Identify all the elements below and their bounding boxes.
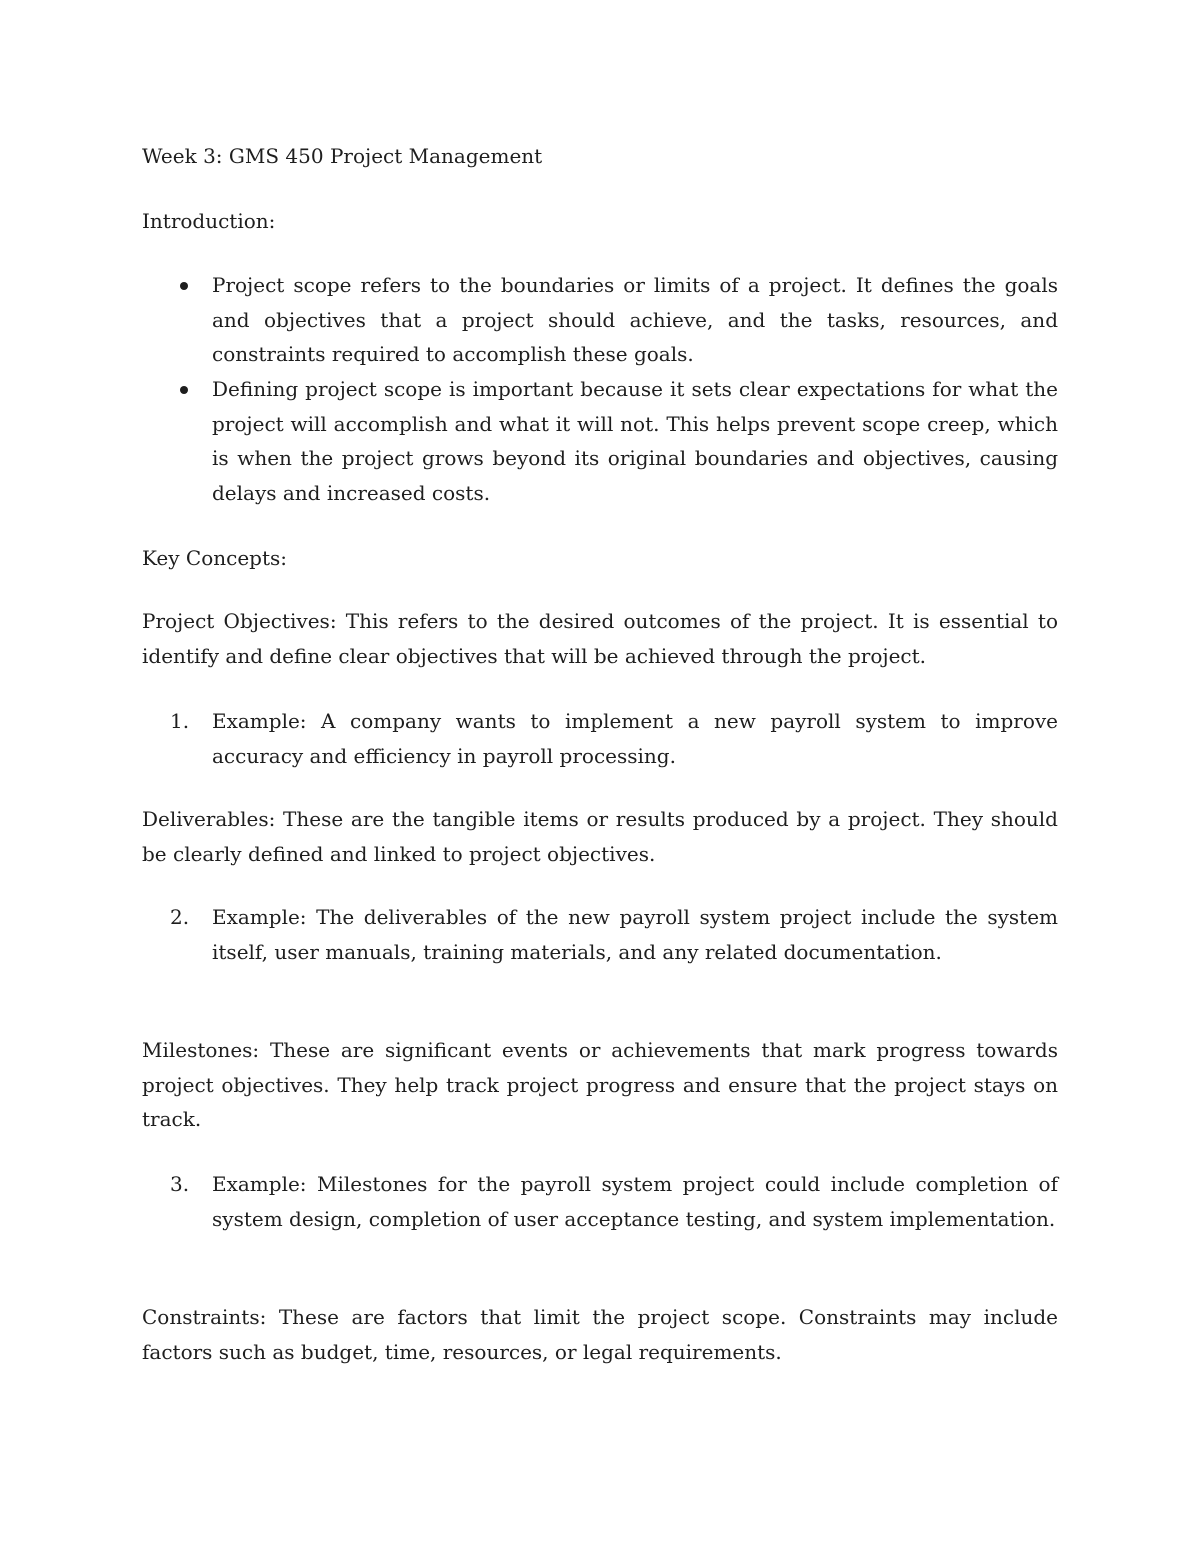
deliverables-paragraph: Deliverables: These are the tangible items or results produced by a project. They should be clearly defined and linked to project objectives. bbox=[142, 807, 1058, 866]
introduction-bullet-1: Project scope refers to the boundaries or limits of a project. It defines the goals and objectives that a project should achieve, and the tasks, resources, and constraints required to accomplish these goals. bbox=[212, 273, 1058, 366]
introduction-heading: Introduction: bbox=[142, 209, 276, 233]
list-number-2: 2. bbox=[170, 905, 190, 929]
deliverables-example: Example: The deliverables of the new payroll system project include the system itself, user manuals, training materials, and any related documentation. bbox=[212, 905, 1058, 964]
objectives-paragraph: Project Objectives: This refers to the desired outcomes of the project. It is essential to identify and define clear objectives that will be achieved through the project. bbox=[142, 609, 1058, 668]
key-concepts-heading: Key Concepts: bbox=[142, 546, 287, 570]
bullet-icon bbox=[178, 384, 190, 396]
document-title: Week 3: GMS 450 Project Management bbox=[142, 144, 543, 168]
objectives-example: Example: A company wants to implement a new payroll system to improve accuracy and efficiency in payroll processing. bbox=[212, 709, 1058, 768]
bullet-icon bbox=[178, 280, 190, 292]
constraints-paragraph: Constraints: These are factors that limit the project scope. Constraints may include factors such as budget, time, resources, or legal requirements. bbox=[142, 1305, 1058, 1364]
introduction-bullet-2: Defining project scope is important because it sets clear expectations for what the project will accomplish and what it will not. This helps prevent scope creep, which is when the project grows beyond its original boundaries and objectives, causing delays and increased costs. bbox=[212, 377, 1058, 505]
milestones-example: Example: Milestones for the payroll system project could include completion of system design, completion of user acceptance testing, and system implementation. bbox=[212, 1172, 1058, 1231]
list-number-1: 1. bbox=[170, 709, 190, 733]
list-number-3: 3. bbox=[170, 1172, 190, 1196]
milestones-paragraph: Milestones: These are significant events or achievements that mark progress towards project objectives. They help track project progress and ensure that the project stays on track. bbox=[142, 1038, 1058, 1131]
